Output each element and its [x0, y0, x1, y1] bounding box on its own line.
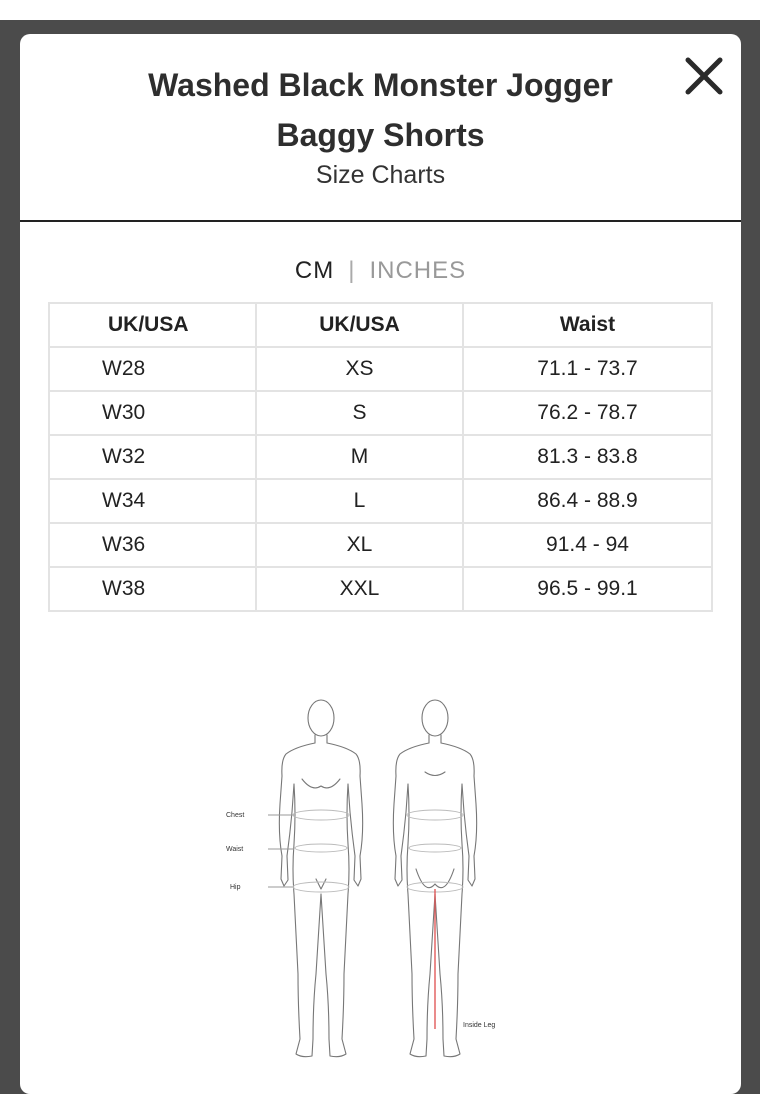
unit-cm-tab[interactable]: CM [294, 257, 335, 284]
table-cell: W38 [49, 567, 256, 611]
unit-toggle [20, 256, 741, 286]
column-header: UK/USA [256, 303, 463, 347]
column-header: UK/USA [49, 303, 256, 347]
product-title-line-1: Washed Black Monster Jogger [148, 67, 613, 103]
table-cell: W32 [49, 435, 256, 479]
table-cell: XS [256, 347, 463, 391]
table-cell: 81.3 - 83.8 [463, 435, 712, 479]
front-body-outline [279, 700, 362, 1057]
measurement-guides [268, 810, 463, 892]
table-row [49, 391, 712, 435]
unit-separator: | [348, 257, 356, 284]
table-cell: S [256, 391, 463, 435]
table-cell: L [256, 479, 463, 523]
table-cell: W28 [49, 347, 256, 391]
table-cell: W30 [49, 391, 256, 435]
table-row [49, 347, 712, 391]
product-title-line-2: Baggy Shorts [276, 117, 485, 153]
table-cell: 86.4 - 88.9 [463, 479, 712, 523]
measurement-figure [220, 684, 540, 1064]
unit-inches-tab[interactable]: INCHES [369, 257, 467, 284]
table-row [49, 479, 712, 523]
table-cell: W36 [49, 523, 256, 567]
table-row [49, 567, 712, 611]
modal-subtitle: Size Charts [315, 161, 446, 189]
product-title [20, 60, 741, 160]
close-button[interactable] [684, 56, 724, 96]
hip-label: Hip [230, 884, 241, 891]
table-cell: 96.5 - 99.1 [463, 567, 712, 611]
table-cell: XL [256, 523, 463, 567]
table-cell: W34 [49, 479, 256, 523]
size-table [48, 302, 713, 612]
browser-top-strip [0, 0, 760, 20]
table-cell: XXL [256, 567, 463, 611]
column-header: Waist [463, 303, 712, 347]
size-chart-modal [20, 34, 741, 1094]
table-cell: M [256, 435, 463, 479]
inside-leg-label: Inside Leg [463, 1022, 496, 1029]
table-row [49, 523, 712, 567]
waist-label: Waist [226, 846, 244, 853]
table-cell: 76.2 - 78.7 [463, 391, 712, 435]
close-icon [684, 56, 724, 96]
modal-header [20, 34, 741, 222]
table-header-row [49, 303, 712, 347]
table-cell: 91.4 - 94 [463, 523, 712, 567]
chest-label: Chest [226, 812, 245, 819]
table-cell: 71.1 - 73.7 [463, 347, 712, 391]
table-row [49, 435, 712, 479]
